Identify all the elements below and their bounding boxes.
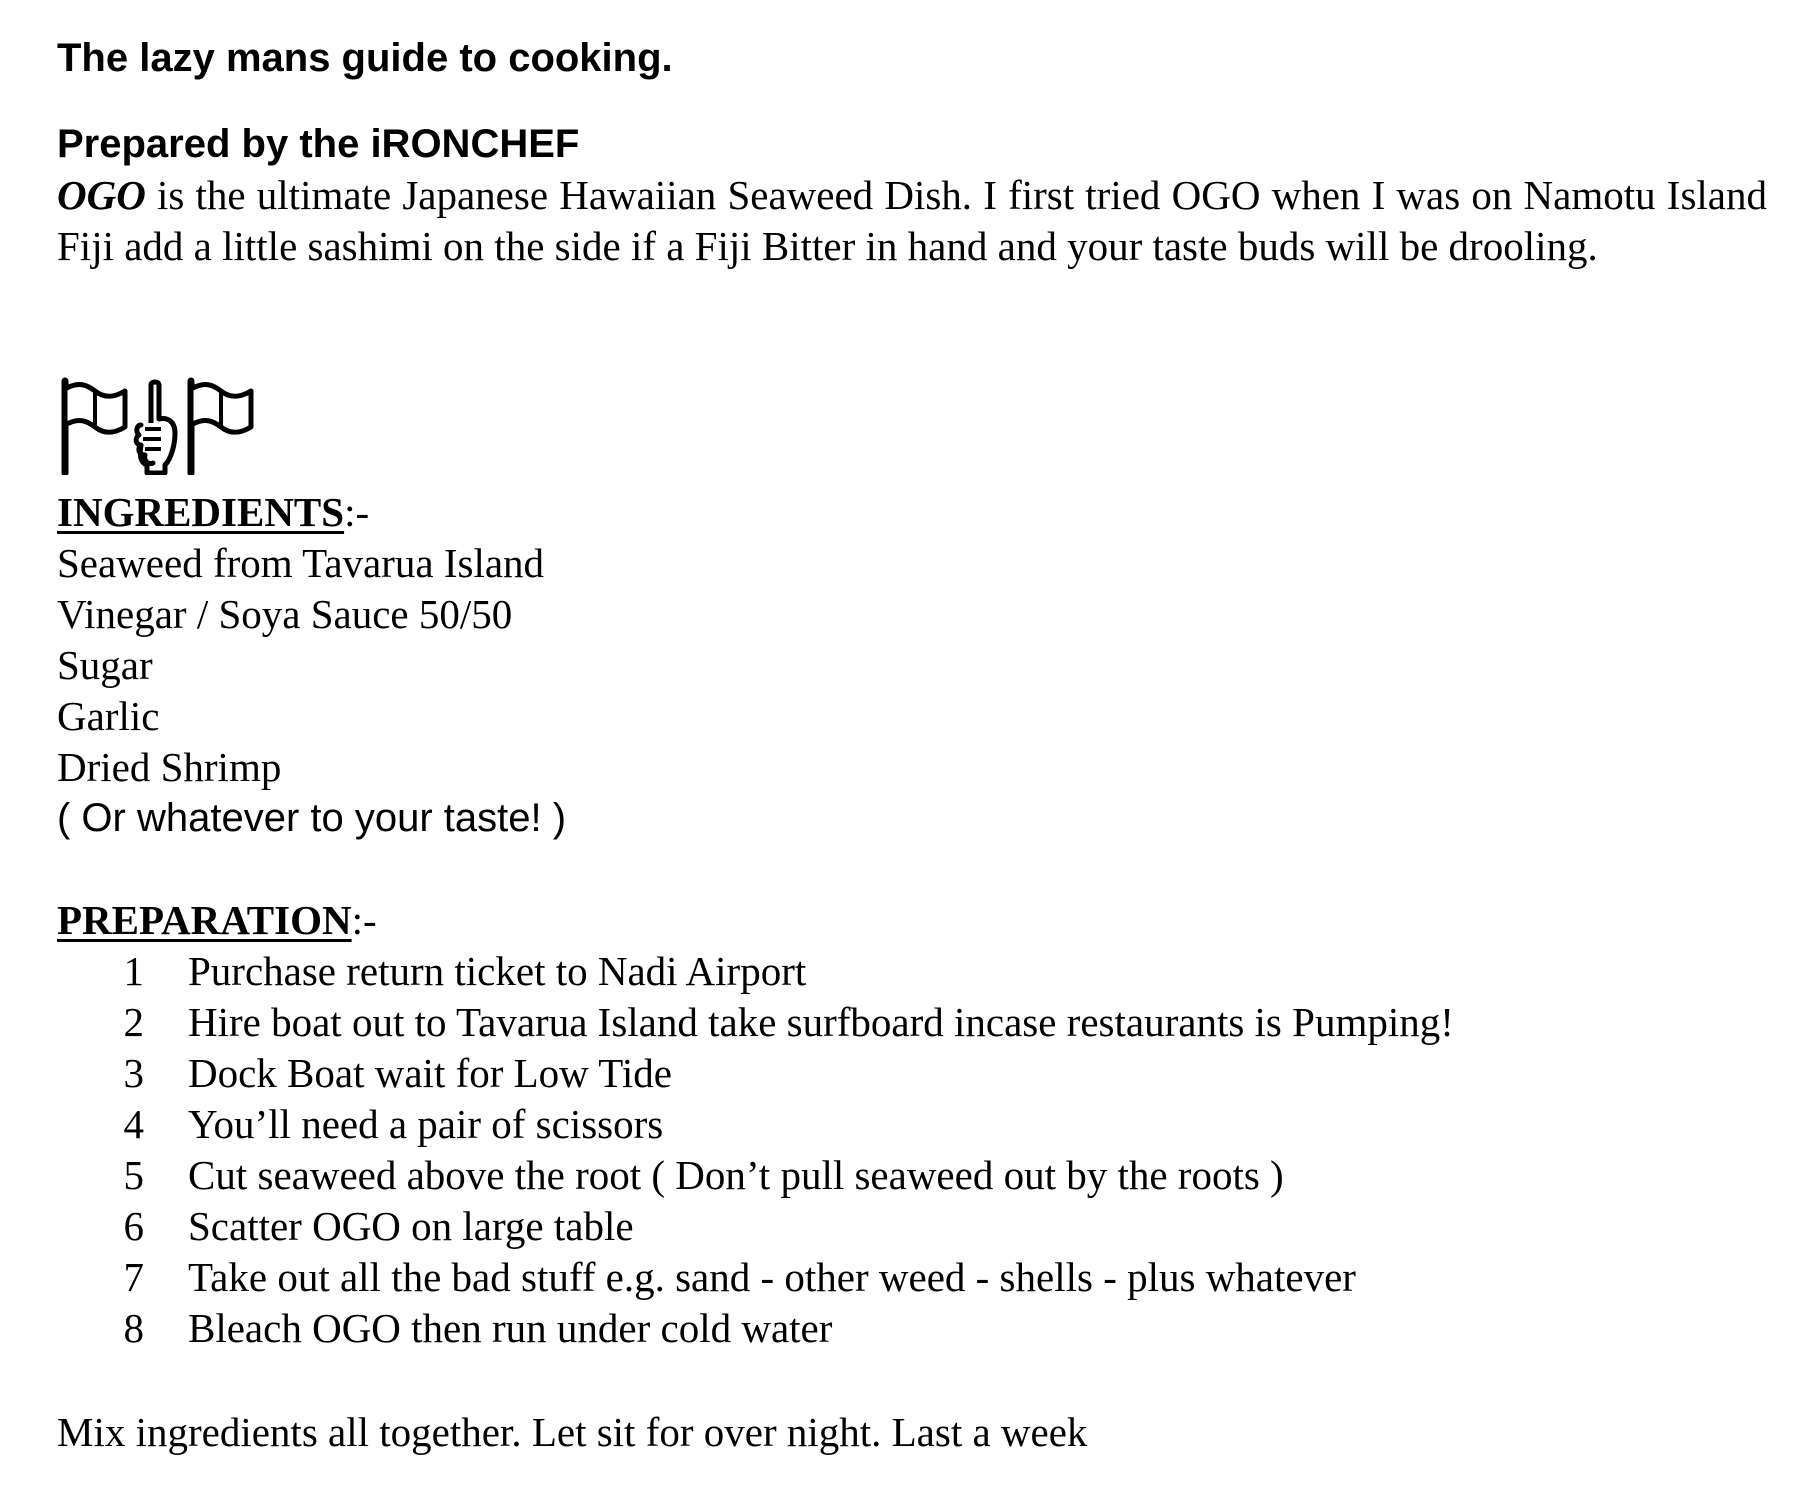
step-number: 8 xyxy=(123,1305,144,1351)
list-item xyxy=(57,1048,1454,1099)
step-text: You’ll need a pair of scissors xyxy=(188,1101,664,1147)
list-item xyxy=(57,1252,1454,1303)
step-text: Take out all the bad stuff e.g. sand - other weed - shells - plus whatever xyxy=(188,1254,1356,1300)
flag-icon xyxy=(57,377,129,475)
step-text: Hire boat out to Tavarua Island take surfboard incase restaurants is Pumping! xyxy=(188,999,1454,1045)
ingredient-list xyxy=(57,538,544,793)
preparation-heading-suffix: :- xyxy=(351,897,377,943)
ingredients-heading xyxy=(57,487,369,538)
intro-lead-word: OGO xyxy=(57,172,146,218)
decorative-symbols xyxy=(57,375,255,475)
list-item: Garlic xyxy=(57,693,160,739)
list-item xyxy=(57,946,1454,997)
ingredients-heading-label: INGREDIENTS xyxy=(57,489,345,535)
step-text: Cut seaweed above the root ( Don’t pull seaweed out by the roots ) xyxy=(188,1152,1284,1198)
preparation-heading-label: PREPARATION xyxy=(57,897,352,943)
intro-text: is the ultimate Japanese Hawaiian Seaweed Dish. I first tried OGO when I was on Namotu Island Fiji add a little sashimi on the side if a Fiji Bitter in hand and your taste buds will be drooling. xyxy=(57,172,1767,269)
list-item xyxy=(57,1099,1454,1150)
step-text: Bleach OGO then run under cold water xyxy=(188,1305,833,1351)
list-item: Vinegar / Soya Sauce 50/50 xyxy=(57,591,513,637)
step-text: Purchase return ticket to Nadi Airport xyxy=(188,948,807,994)
step-number: 1 xyxy=(123,948,144,994)
step-text: Dock Boat wait for Low Tide xyxy=(188,1050,672,1096)
document-title: The lazy mans guide to cooking. xyxy=(57,36,673,80)
pointing-hand-icon xyxy=(131,379,181,475)
step-text: Scatter OGO on large table xyxy=(188,1203,634,1249)
ingredients-heading-suffix: :- xyxy=(344,489,370,535)
step-number: 2 xyxy=(123,999,144,1045)
list-item: Dried Shrimp xyxy=(57,744,282,790)
step-number: 4 xyxy=(123,1101,144,1147)
list-item xyxy=(57,1303,1454,1354)
closing-line: Mix ingredients all together. Let sit for over night. Last a week xyxy=(57,1409,1088,1455)
preparation-steps xyxy=(57,946,1454,1354)
list-item: Seaweed from Tavarua Island xyxy=(57,540,545,586)
flag-icon xyxy=(183,377,255,475)
step-number: 6 xyxy=(123,1203,144,1249)
list-item xyxy=(57,997,1454,1048)
preparation-heading xyxy=(57,895,377,946)
list-item xyxy=(57,1150,1454,1201)
ingredients-note: ( Or whatever to your taste! ) xyxy=(57,796,567,840)
document-byline: Prepared by the iRONCHEF xyxy=(57,122,580,166)
intro-paragraph xyxy=(57,170,1767,272)
list-item: Sugar xyxy=(57,642,153,688)
step-number: 7 xyxy=(123,1254,144,1300)
step-number: 5 xyxy=(123,1152,144,1198)
list-item xyxy=(57,1201,1454,1252)
step-number: 3 xyxy=(123,1050,144,1096)
